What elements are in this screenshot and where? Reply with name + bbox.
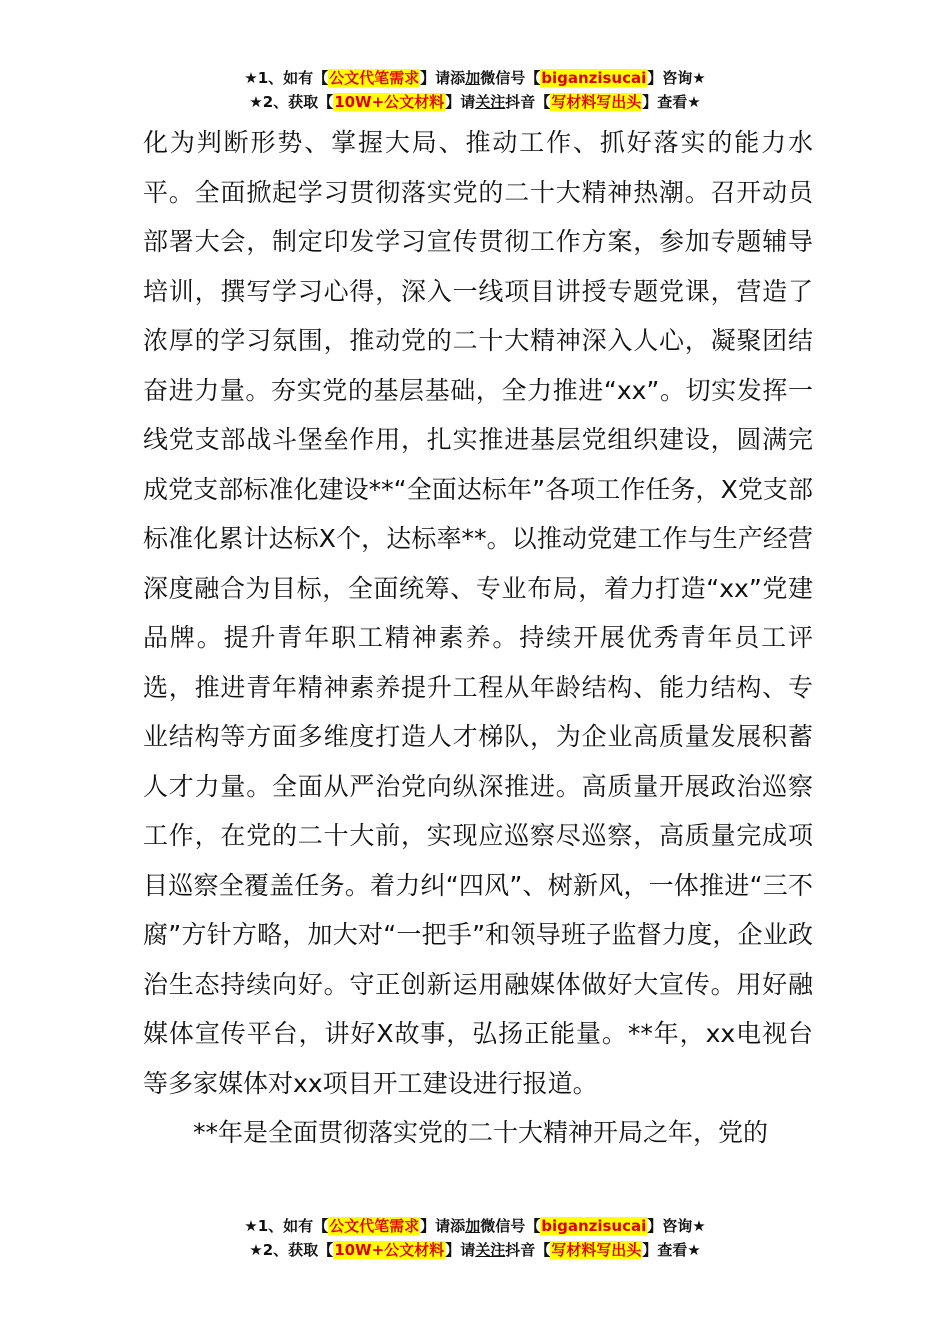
banner-text: 】咨询★ — [647, 69, 706, 87]
banner-underlined-text: 关注 — [475, 93, 506, 111]
banner-text: 抖音【 — [505, 1241, 551, 1259]
highlight-materials: 10W+公文材料 — [334, 93, 445, 111]
banner-underlined-text: 加 — [465, 1217, 481, 1235]
banner-underlined-text: 加 — [465, 69, 481, 87]
banner-text: 】请添 — [420, 1217, 466, 1235]
banner-text: 】请 — [445, 1241, 476, 1259]
banner-text: 抖音【 — [505, 93, 551, 111]
footer-banner-line-1 — [0, 1214, 950, 1238]
banner-text: 】查看★ — [642, 1241, 701, 1259]
footer-banner — [0, 1214, 950, 1262]
body-paragraph: 化为判断形势、掌握大局、推动工作、抓好落实的能力水平。全面掀起学习贯彻落实党的二十大精神热潮。召开动员部署大会，制定印发学习宣传贯彻工作方案，参加专题辅导培训，撰写学习心得，深入一线项目讲授专题党课，营造了浓厚的学习氛围，推动党的二十大精神深入人心，凝聚团结奋进力量。夯实党的基层基础，全力推进“xx”。切实发挥一线党支部战斗堡垒作用，扎实推进基层党组织建设，圆满完成党支部标准化建设**“全面达标年”各项工作任务，X党支部标准化累计达标X个，达标率**。以推动党建工作与生产经营深度融合为目标，全面统筹、专业布局，着力打造“xx”党建品牌。提升青年职工精神素养。持续开展优秀青年员工评选，推进青年精神素养提升工程从年龄结构、能力结构、专业结构等方面多维度打造人才梯队，为企业高质量发展积蓄人才力量。全面从严治党向纵深推进。高质量开展政治巡察工作，在党的二十大前，实现应巡察尽巡察，高质量完成项目巡察全覆盖任务。着力纠“四风”、树新风，一体推进“三不腐”方针方略，加大对“一把手”和领导班子监督力度，企业政治生态持续向好。守正创新运用融媒体做好大宣传。用好融媒体宣传平台，讲好X故事，弘扬正能量。**年，xx电视台等多家媒体对xx项目开工建设进行报道。 — [143, 128, 813, 1098]
banner-underlined-text: 关注 — [475, 1241, 506, 1259]
banner-text: 】请 — [445, 93, 476, 111]
highlight-wechat-id: biganzisucai — [541, 1217, 647, 1235]
highlight-douyin-account: 写材料写出头 — [551, 93, 642, 111]
highlight-wechat-id: biganzisucai — [541, 69, 647, 87]
banner-text: 】查看★ — [642, 93, 701, 111]
banner-text: ★1、如有【 — [244, 1217, 329, 1235]
banner-text: 】请添 — [420, 69, 466, 87]
footer-banner-line-2 — [0, 1238, 950, 1262]
banner-text: 微信号【 — [480, 1217, 541, 1235]
header-banner-line-1 — [0, 66, 950, 90]
banner-text: 微信号【 — [480, 69, 541, 87]
body-paragraph: **年是全面贯彻落实党的二十大精神开局之年，党的 — [193, 1118, 769, 1147]
highlight-douyin-account: 写材料写出头 — [551, 1241, 642, 1259]
document-body — [143, 118, 813, 1158]
banner-text: ★2、获取【 — [249, 93, 334, 111]
banner-text: 】咨询★ — [647, 1217, 706, 1235]
highlight-service: 公文代笔需求 — [329, 69, 420, 87]
highlight-materials: 10W+公文材料 — [334, 1241, 445, 1259]
header-banner — [0, 66, 950, 114]
banner-text: ★1、如有【 — [244, 69, 329, 87]
header-banner-line-2 — [0, 90, 950, 114]
banner-text: ★2、获取【 — [249, 1241, 334, 1259]
highlight-service: 公文代笔需求 — [329, 1217, 420, 1235]
